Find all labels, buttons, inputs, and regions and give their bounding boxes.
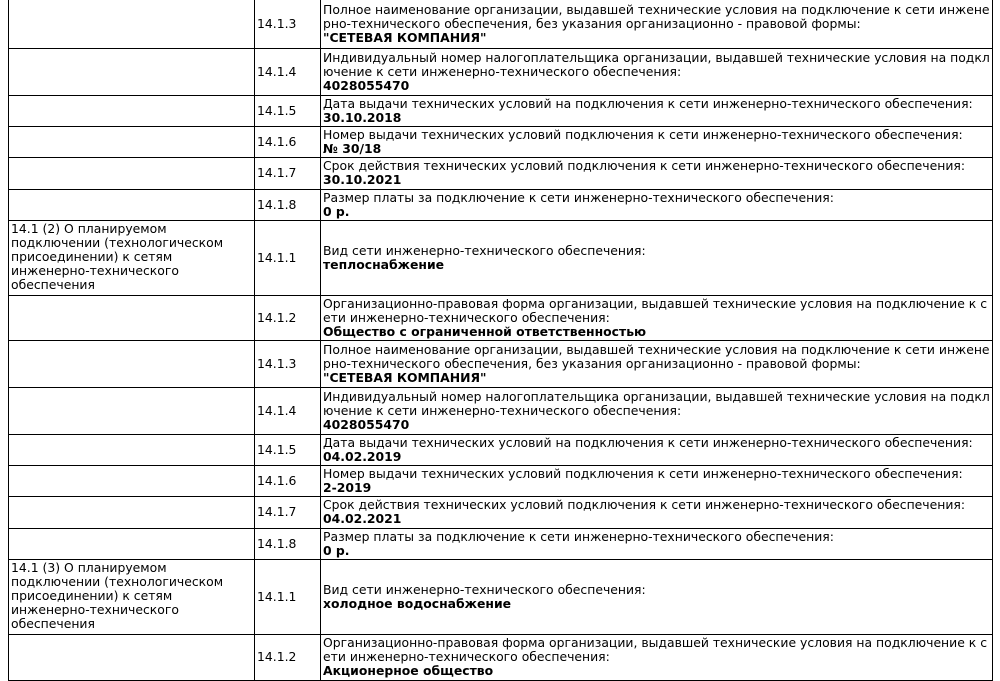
section-cell — [9, 340, 255, 387]
table-row — [9, 434, 993, 465]
description-cell — [321, 220, 993, 295]
item-number: 14.1.4 — [255, 48, 321, 95]
section-heading: 14.1 (3) О планируемом подключении (технологическом присоединении) к сетям инженерно-технического обеспечения — [9, 559, 255, 634]
field-label: Организационно-правовая форма организации, выдавшей технические условия на подключение к сети инженерно-технического обеспечения: — [323, 635, 988, 664]
field-value: 0 р. — [323, 203, 350, 219]
field-value: 04.02.2021 — [323, 511, 402, 526]
description-cell — [321, 189, 993, 220]
item-number: 14.1.6 — [255, 126, 321, 157]
description-cell — [321, 559, 993, 634]
section-cell — [9, 95, 255, 126]
section-cell — [9, 126, 255, 157]
table-row — [9, 220, 993, 295]
item-number: 14.1.3 — [255, 0, 321, 48]
field-label: Срок действия технических условий подключения к сети инженерно-технического обеспечения: — [323, 158, 966, 173]
description-cell — [321, 634, 993, 680]
field-label: Индивидуальный номер налогоплательщика организации, выдавшей технические условия на подключение к сети инженерно-технического обеспечения: — [323, 49, 990, 79]
field-label: Организационно-правовая форма организации, выдавшей технические условия на подключение к сети инженерно-технического обеспечения: — [323, 295, 988, 325]
description-cell — [321, 0, 993, 48]
section-cell — [9, 496, 255, 528]
item-number: 14.1.7 — [255, 157, 321, 189]
field-label: Индивидуальный номер налогоплательщика организации, выдавшей технические условия на подключение к сети инженерно-технического обеспечения: — [323, 388, 990, 418]
field-label: Дата выдачи технических условий на подключения к сети инженерно-технического обеспечения: — [323, 95, 973, 111]
section-cell — [9, 0, 255, 48]
field-label: Размер платы за подключение к сети инженерно-технического обеспечения: — [323, 189, 834, 205]
field-label: Полное наименование организации, выдавшей технические условия на подключение к сети инженерно-технического обеспечения, без указания организационно - правовой формы: — [323, 1, 990, 31]
field-label: Номер выдачи технических условий подключения к сети инженерно-технического обеспечения: — [323, 126, 963, 142]
description-cell — [321, 157, 993, 189]
item-number: 14.1.6 — [255, 465, 321, 496]
item-number: 14.1.5 — [255, 434, 321, 465]
section-cell — [9, 465, 255, 496]
item-number: 14.1.8 — [255, 189, 321, 220]
item-number: 14.1.5 — [255, 95, 321, 126]
description-cell — [321, 340, 993, 387]
table-row — [9, 126, 993, 157]
table-row — [9, 0, 993, 48]
section-cell — [9, 434, 255, 465]
table-row — [9, 95, 993, 126]
section-cell — [9, 634, 255, 680]
table-row — [9, 387, 993, 434]
description-cell — [321, 465, 993, 496]
field-value: № 30/18 — [323, 140, 382, 156]
field-value: 0 р. — [323, 542, 350, 558]
item-number: 14.1.1 — [255, 559, 321, 634]
field-value: теплоснабжение — [323, 256, 445, 272]
table-row — [9, 559, 993, 634]
field-value: 4028055470 — [323, 77, 410, 93]
table-row — [9, 48, 993, 95]
table-row — [9, 340, 993, 387]
item-number: 14.1.7 — [255, 496, 321, 528]
field-value: 04.02.2019 — [323, 448, 402, 464]
field-value: "СЕТЕВАЯ КОМПАНИЯ" — [323, 29, 487, 45]
field-label: Полное наименование организации, выдавшей технические условия на подключение к сети инженерно-технического обеспечения, без указания организационно - правовой формы: — [323, 341, 990, 371]
field-label: Срок действия технических условий подключения к сети инженерно-технического обеспечения: — [323, 497, 966, 512]
description-cell — [321, 434, 993, 465]
declaration-table — [8, 0, 993, 681]
section-cell — [9, 387, 255, 434]
section-cell — [9, 157, 255, 189]
table-row — [9, 465, 993, 496]
item-number: 14.1.3 — [255, 340, 321, 387]
field-value: 4028055470 — [323, 416, 410, 432]
table-row — [9, 634, 993, 680]
field-label: Номер выдачи технических условий подключения к сети инженерно-технического обеспечения: — [323, 465, 963, 481]
field-value: "СЕТЕВАЯ КОМПАНИЯ" — [323, 369, 487, 385]
description-cell — [321, 95, 993, 126]
section-cell — [9, 48, 255, 95]
field-value: Общество с ограниченной ответственностью — [323, 323, 647, 339]
table-row — [9, 157, 993, 189]
item-number: 14.1.2 — [255, 295, 321, 340]
field-value: 30.10.2021 — [323, 172, 402, 187]
section-cell — [9, 295, 255, 340]
table-row — [9, 528, 993, 559]
description-cell — [321, 496, 993, 528]
section-cell — [9, 528, 255, 559]
description-cell — [321, 528, 993, 559]
item-number: 14.1.8 — [255, 528, 321, 559]
item-number: 14.1.1 — [255, 220, 321, 295]
field-value: 30.10.2018 — [323, 109, 402, 125]
item-number: 14.1.2 — [255, 634, 321, 680]
field-value: Акционерное общество — [323, 663, 494, 678]
section-cell — [9, 189, 255, 220]
table-row — [9, 189, 993, 220]
item-number: 14.1.4 — [255, 387, 321, 434]
field-value: 2-2019 — [323, 479, 372, 495]
table-row — [9, 295, 993, 340]
description-cell — [321, 387, 993, 434]
section-heading: 14.1 (2) О планируемом подключении (технологическом присоединении) к сетям инженерно-технического обеспечения — [9, 220, 255, 295]
field-value: холодное водоснабжение — [323, 595, 512, 611]
description-cell — [321, 48, 993, 95]
table-row — [9, 496, 993, 528]
field-label: Вид сети инженерно-технического обеспечения: — [323, 581, 646, 597]
field-label: Размер платы за подключение к сети инженерно-технического обеспечения: — [323, 528, 834, 544]
description-cell — [321, 126, 993, 157]
field-label: Вид сети инженерно-технического обеспечения: — [323, 242, 646, 258]
field-label: Дата выдачи технических условий на подключения к сети инженерно-технического обеспечения: — [323, 434, 973, 450]
description-cell — [321, 295, 993, 340]
